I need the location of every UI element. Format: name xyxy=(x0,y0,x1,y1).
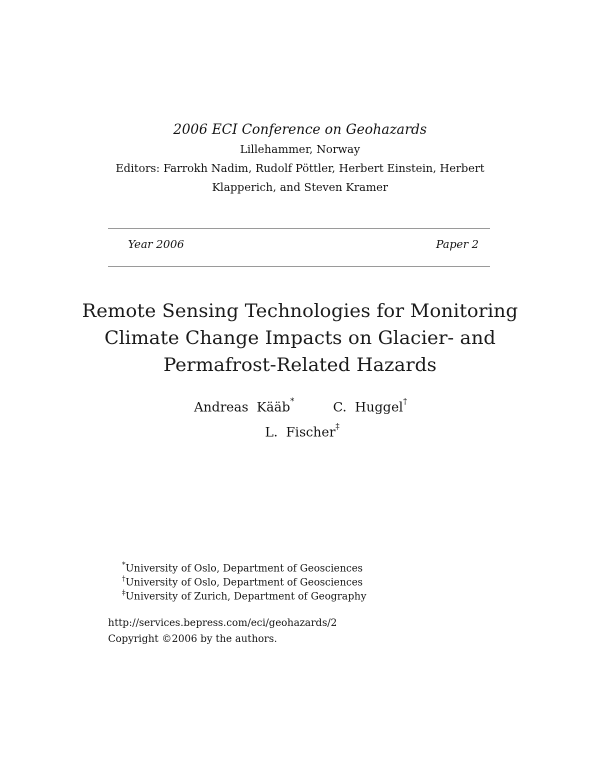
affiliation-3 xyxy=(122,589,366,602)
conference-title: 2006 ECI Conference on Geohazards xyxy=(173,122,427,138)
author-2-mark: † xyxy=(403,397,408,406)
author-3-mark: ‡ xyxy=(335,422,340,431)
author-3-name: L. Fischer xyxy=(265,425,336,441)
paper-number: Paper 2 xyxy=(436,238,479,251)
affiliation-3-mark: ‡ xyxy=(122,589,126,597)
conference-location: Lillehammer, Norway xyxy=(239,143,361,156)
affiliation-1 xyxy=(122,561,363,574)
copyright-notice: Copyright ©2006 by the authors. xyxy=(108,634,278,645)
author-2-name: C. Huggel xyxy=(333,400,404,416)
author-1-mark: * xyxy=(290,397,295,406)
affiliation-2 xyxy=(122,575,363,588)
affiliation-2-mark: † xyxy=(122,575,126,583)
author-2 xyxy=(333,399,407,415)
affiliation-1-text: University of Oslo, Department of Geosciences xyxy=(125,563,363,575)
top-rule xyxy=(108,228,490,229)
paper-title-line-1: Remote Sensing Technologies for Monitoring xyxy=(82,300,518,322)
editors-line-1: Editors: Farrokh Nadim, Rudolf Pöttler, Herbert Einstein, Herbert xyxy=(115,162,485,175)
paper-title-line-2: Climate Change Impacts on Glacier- and xyxy=(104,327,496,349)
affiliation-2-text: University of Oslo, Department of Geosciences xyxy=(125,577,363,589)
affiliation-3-text: University of Zurich, Department of Geography xyxy=(125,591,367,603)
paper-url[interactable]: http://services.bepress.com/eci/geohazards/2 xyxy=(108,618,337,629)
bottom-rule xyxy=(108,266,490,267)
affiliation-1-mark: * xyxy=(122,561,126,569)
year-label: Year 2006 xyxy=(128,238,185,251)
author-3 xyxy=(265,424,339,440)
paper-title-line-3: Permafrost-Related Hazards xyxy=(163,354,437,376)
author-1-name: Andreas Kääb xyxy=(194,400,291,416)
editors-line-2: Klapperich, and Steven Kramer xyxy=(211,181,389,194)
author-1 xyxy=(194,399,294,415)
